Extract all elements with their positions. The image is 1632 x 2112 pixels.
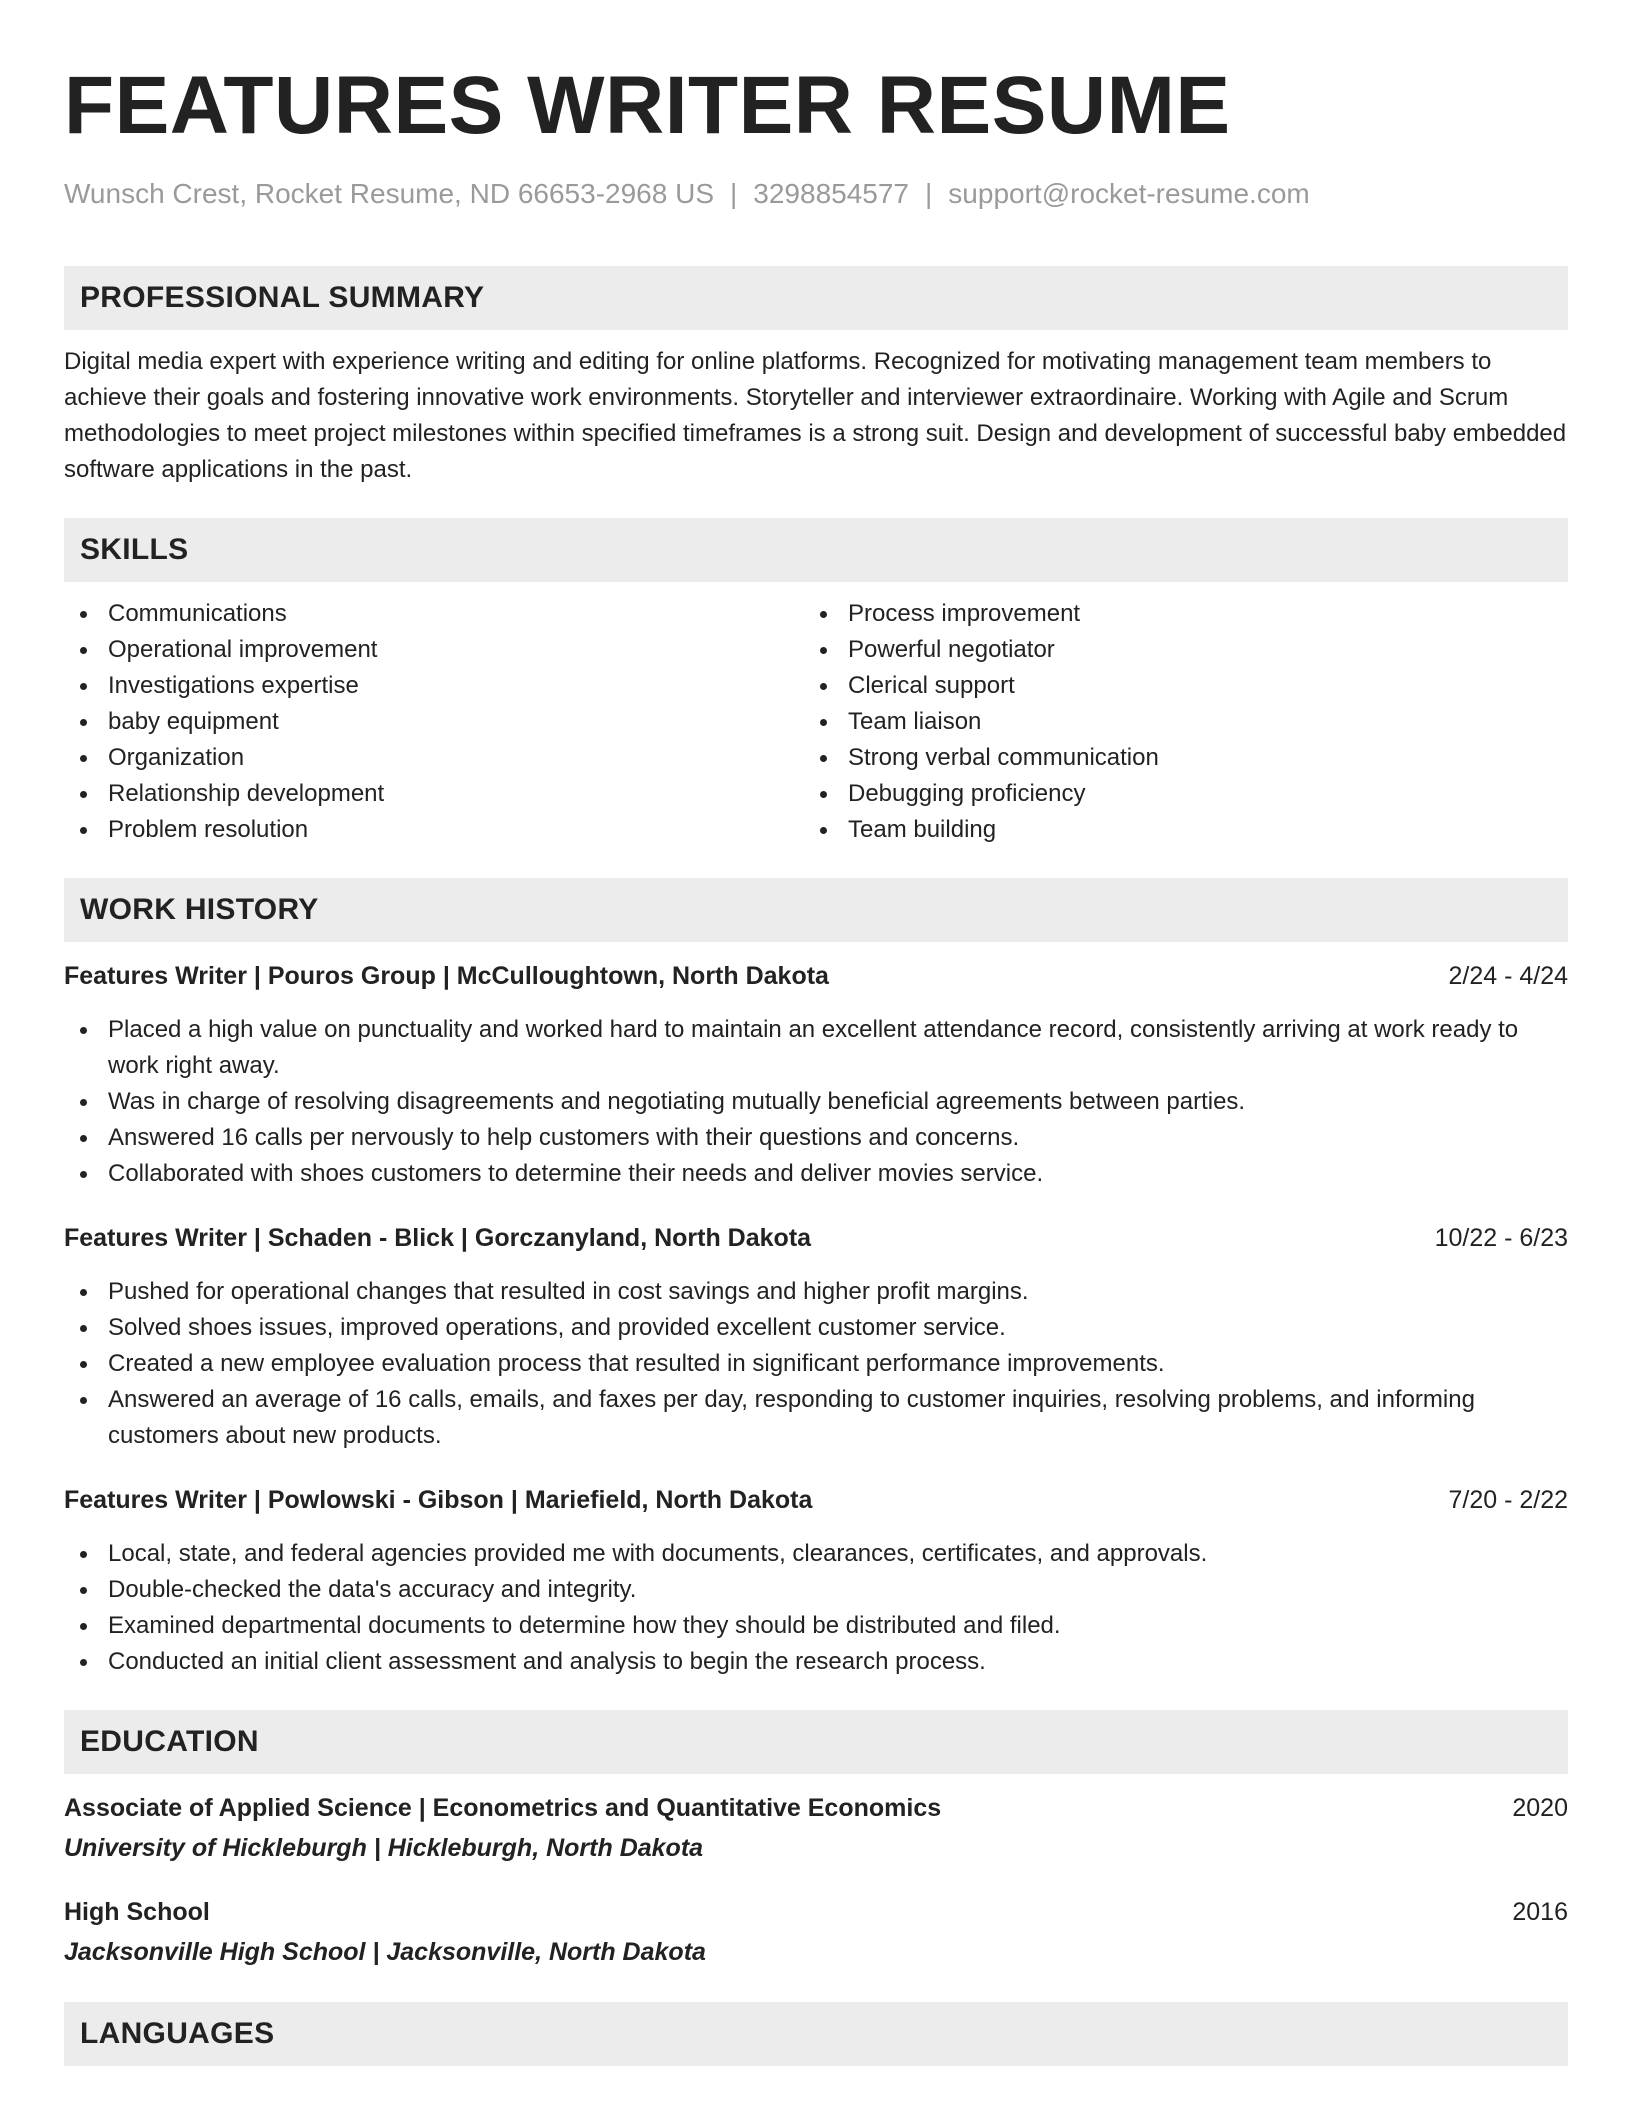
contact-separator: | bbox=[730, 178, 738, 209]
job-bullet: Was in charge of resolving disagreements and negotiating mutually beneficial agreements between parties. bbox=[64, 1084, 1568, 1120]
education-header bbox=[64, 1790, 1568, 1826]
skills-list bbox=[64, 596, 1568, 848]
job-bullet: Double-checked the data's accuracy and integrity. bbox=[64, 1572, 1568, 1608]
job-bullets bbox=[64, 1274, 1568, 1454]
skill-item: baby equipment bbox=[64, 704, 804, 740]
graduation-year: 2020 bbox=[1512, 1794, 1568, 1822]
job-bullet: Examined departmental documents to determine how they should be distributed and filed. bbox=[64, 1608, 1568, 1644]
skill-item: Powerful negotiator bbox=[804, 632, 1544, 668]
job-bullet: Pushed for operational changes that resulted in cost savings and higher profit margins. bbox=[64, 1274, 1568, 1310]
skill-item: Clerical support bbox=[804, 668, 1544, 704]
skill-item: Process improvement bbox=[804, 596, 1544, 632]
job-entry bbox=[64, 958, 1568, 1192]
job-title: Features Writer | Powlowski - Gibson | Mariefield, North Dakota bbox=[64, 1486, 813, 1514]
education-entry bbox=[64, 1894, 1568, 1970]
job-header bbox=[64, 1220, 1568, 1256]
contact-line bbox=[64, 176, 1568, 212]
degree-title: High School bbox=[64, 1898, 210, 1926]
job-date: 7/20 - 2/22 bbox=[1448, 1486, 1568, 1514]
school-name: University of Hickleburgh | Hickleburgh, North Dakota bbox=[64, 1834, 704, 1862]
job-title: Features Writer | Schaden - Blick | Gorczanyland, North Dakota bbox=[64, 1224, 812, 1252]
job-date: 10/22 - 6/23 bbox=[1434, 1224, 1568, 1252]
school-name: Jacksonville High School | Jacksonville, North Dakota bbox=[64, 1938, 706, 1966]
graduation-year: 2016 bbox=[1512, 1898, 1568, 1926]
section-heading-education: EDUCATION bbox=[64, 1710, 1568, 1774]
job-bullet: Answered 16 calls per nervously to help customers with their questions and concerns. bbox=[64, 1120, 1568, 1156]
job-header bbox=[64, 958, 1568, 994]
resume-title: FEATURES WRITER RESUME bbox=[64, 60, 1231, 151]
job-date: 2/24 - 4/24 bbox=[1448, 962, 1568, 990]
job-bullets bbox=[64, 1536, 1568, 1680]
degree-title: Associate of Applied Science | Econometrics and Quantitative Economics bbox=[64, 1794, 942, 1822]
skill-item: Organization bbox=[64, 740, 804, 776]
job-bullet: Answered an average of 16 calls, emails, and faxes per day, responding to customer inquiries, resolving problems, and informing customers about new products. bbox=[64, 1382, 1568, 1454]
job-bullet: Collaborated with shoes customers to determine their needs and deliver movies service. bbox=[64, 1156, 1568, 1192]
job-bullet: Solved shoes issues, improved operations, and provided excellent customer service. bbox=[64, 1310, 1568, 1346]
skill-item: Operational improvement bbox=[64, 632, 804, 668]
skill-item: Team building bbox=[804, 812, 1544, 848]
education-header bbox=[64, 1894, 1568, 1930]
section-heading-summary: PROFESSIONAL SUMMARY bbox=[64, 266, 1568, 330]
summary-text: Digital media expert with experience writing and editing for online platforms. Recognized for motivating management team members to achieve their goals and fostering innovative work environments. Storyteller and interviewer extraordinaire. Working with Agile and Scrum methodologies to meet project milestones within specified timeframes is a strong suit. Design and development of successful baby embedded software applications in the past. bbox=[64, 348, 1567, 483]
skill-item: Investigations expertise bbox=[64, 668, 804, 704]
skill-item: Relationship development bbox=[64, 776, 804, 812]
job-bullet: Conducted an initial client assessment and analysis to begin the research process. bbox=[64, 1644, 1568, 1680]
contact-email: support@rocket-resume.com bbox=[948, 178, 1310, 209]
skill-item: Problem resolution bbox=[64, 812, 804, 848]
job-entry bbox=[64, 1482, 1568, 1680]
section-heading-skills: SKILLS bbox=[64, 518, 1568, 582]
job-bullet: Local, state, and federal agencies provided me with documents, clearances, certificates, and approvals. bbox=[64, 1536, 1568, 1572]
skill-item: Team liaison bbox=[804, 704, 1544, 740]
education-entry bbox=[64, 1790, 1568, 1866]
skill-item: Strong verbal communication bbox=[804, 740, 1544, 776]
skill-item: Debugging proficiency bbox=[804, 776, 1544, 812]
contact-phone: 3298854577 bbox=[753, 178, 910, 209]
skills-column-left bbox=[64, 596, 804, 848]
job-title: Features Writer | Pouros Group | McCulloughtown, North Dakota bbox=[64, 962, 829, 990]
skills-column-right bbox=[804, 596, 1544, 848]
job-bullet: Created a new employee evaluation process that resulted in significant performance improvements. bbox=[64, 1346, 1568, 1382]
job-bullets bbox=[64, 1012, 1568, 1192]
contact-address: Wunsch Crest, Rocket Resume, ND 66653-2968 US bbox=[64, 178, 714, 209]
contact-separator: | bbox=[925, 178, 933, 209]
job-bullet: Placed a high value on punctuality and worked hard to maintain an excellent attendance record, consistently arriving at work ready to work right away. bbox=[64, 1012, 1568, 1084]
section-heading-languages: LANGUAGES bbox=[64, 2002, 1568, 2066]
section-heading-work-history: WORK HISTORY bbox=[64, 878, 1568, 942]
job-entry bbox=[64, 1220, 1568, 1454]
job-header bbox=[64, 1482, 1568, 1518]
skill-item: Communications bbox=[64, 596, 804, 632]
